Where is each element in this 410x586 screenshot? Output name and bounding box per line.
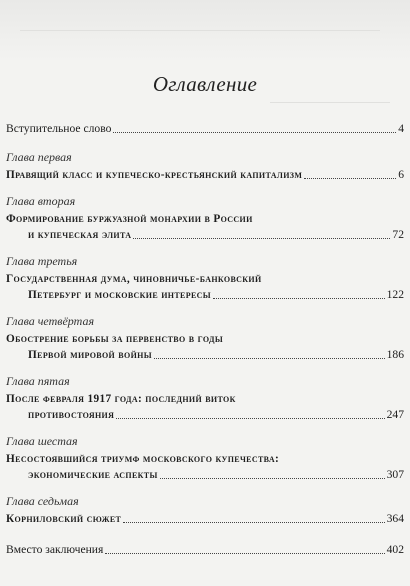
toc-page-number: 186 [386, 348, 404, 361]
chapter-label: Глава вторая [6, 194, 76, 208]
chapter-title-line: Первой мировой войны [28, 349, 152, 361]
toc-page-number: 72 [392, 228, 404, 241]
chapter-title-line: экономические аспекты [28, 469, 158, 481]
dot-leader [113, 132, 396, 133]
toc-entry-chapter-4 [6, 314, 404, 363]
toc-page-number: 122 [386, 288, 404, 301]
toc-entry-chapter-3 [6, 254, 404, 303]
chapter-title-line: Корниловский сюжет [6, 513, 122, 525]
chapter-label: Глава пятая [6, 374, 70, 388]
dot-leader [304, 178, 396, 179]
chapter-title-line: После февраля 1917 года: последний виток [6, 393, 236, 405]
chapter-label: Глава первая [6, 150, 72, 164]
toc-entry-chapter-1 [6, 150, 404, 183]
dot-leader [213, 298, 385, 299]
toc-entry-chapter-6 [6, 434, 404, 483]
toc-entry-intro [6, 121, 404, 137]
dot-leader [105, 553, 384, 554]
chapter-title-line: Правящий класс и купеческо-крестьянский капитализм [6, 169, 303, 181]
chapter-title-line: Петербург и московские интересы [28, 289, 212, 301]
toc-page-number: 247 [386, 408, 404, 421]
toc-page-number: 6 [398, 168, 404, 181]
toc-entry-text: Вступительное слово [6, 122, 112, 135]
chapter-title-line: противостояния [28, 409, 115, 421]
toc-page-number: 307 [386, 468, 404, 481]
chapter-label: Глава седьмая [6, 494, 79, 508]
chapter-label: Глава четвёртая [6, 314, 95, 328]
toc-entry-chapter-2 [6, 194, 404, 243]
toc-page-number: 364 [386, 512, 404, 525]
dot-leader [154, 358, 385, 359]
dot-leader [123, 522, 384, 523]
dot-leader [133, 238, 390, 239]
toc-page-number: 4 [398, 122, 404, 135]
chapter-label: Глава шестая [6, 434, 78, 448]
toc-page-number: 402 [386, 543, 404, 556]
chapter-title-line: Обострение борьбы за первенство в годы [6, 333, 224, 345]
dot-leader [116, 418, 384, 419]
page-title: Оглавление [152, 72, 258, 96]
toc-entry-chapter-7 [6, 494, 404, 527]
book-page [6, 0, 404, 586]
toc-list [6, 121, 404, 571]
chapter-title-line: и купеческая элита [28, 229, 132, 241]
chapter-label: Глава третья [6, 254, 78, 268]
dot-leader [160, 478, 385, 479]
chapter-title-line: Несостоявшийся триумф московского купечества: [6, 453, 280, 465]
toc-entry-text: Вместо заключения [6, 543, 104, 556]
chapter-title-line: Формирование буржуазной монархии в России [6, 213, 253, 225]
toc-entry-chapter-5 [6, 374, 404, 423]
chapter-title-line: Государственная дума, чиновничье-банковский [6, 273, 262, 285]
toc-entry-outro [6, 542, 404, 558]
